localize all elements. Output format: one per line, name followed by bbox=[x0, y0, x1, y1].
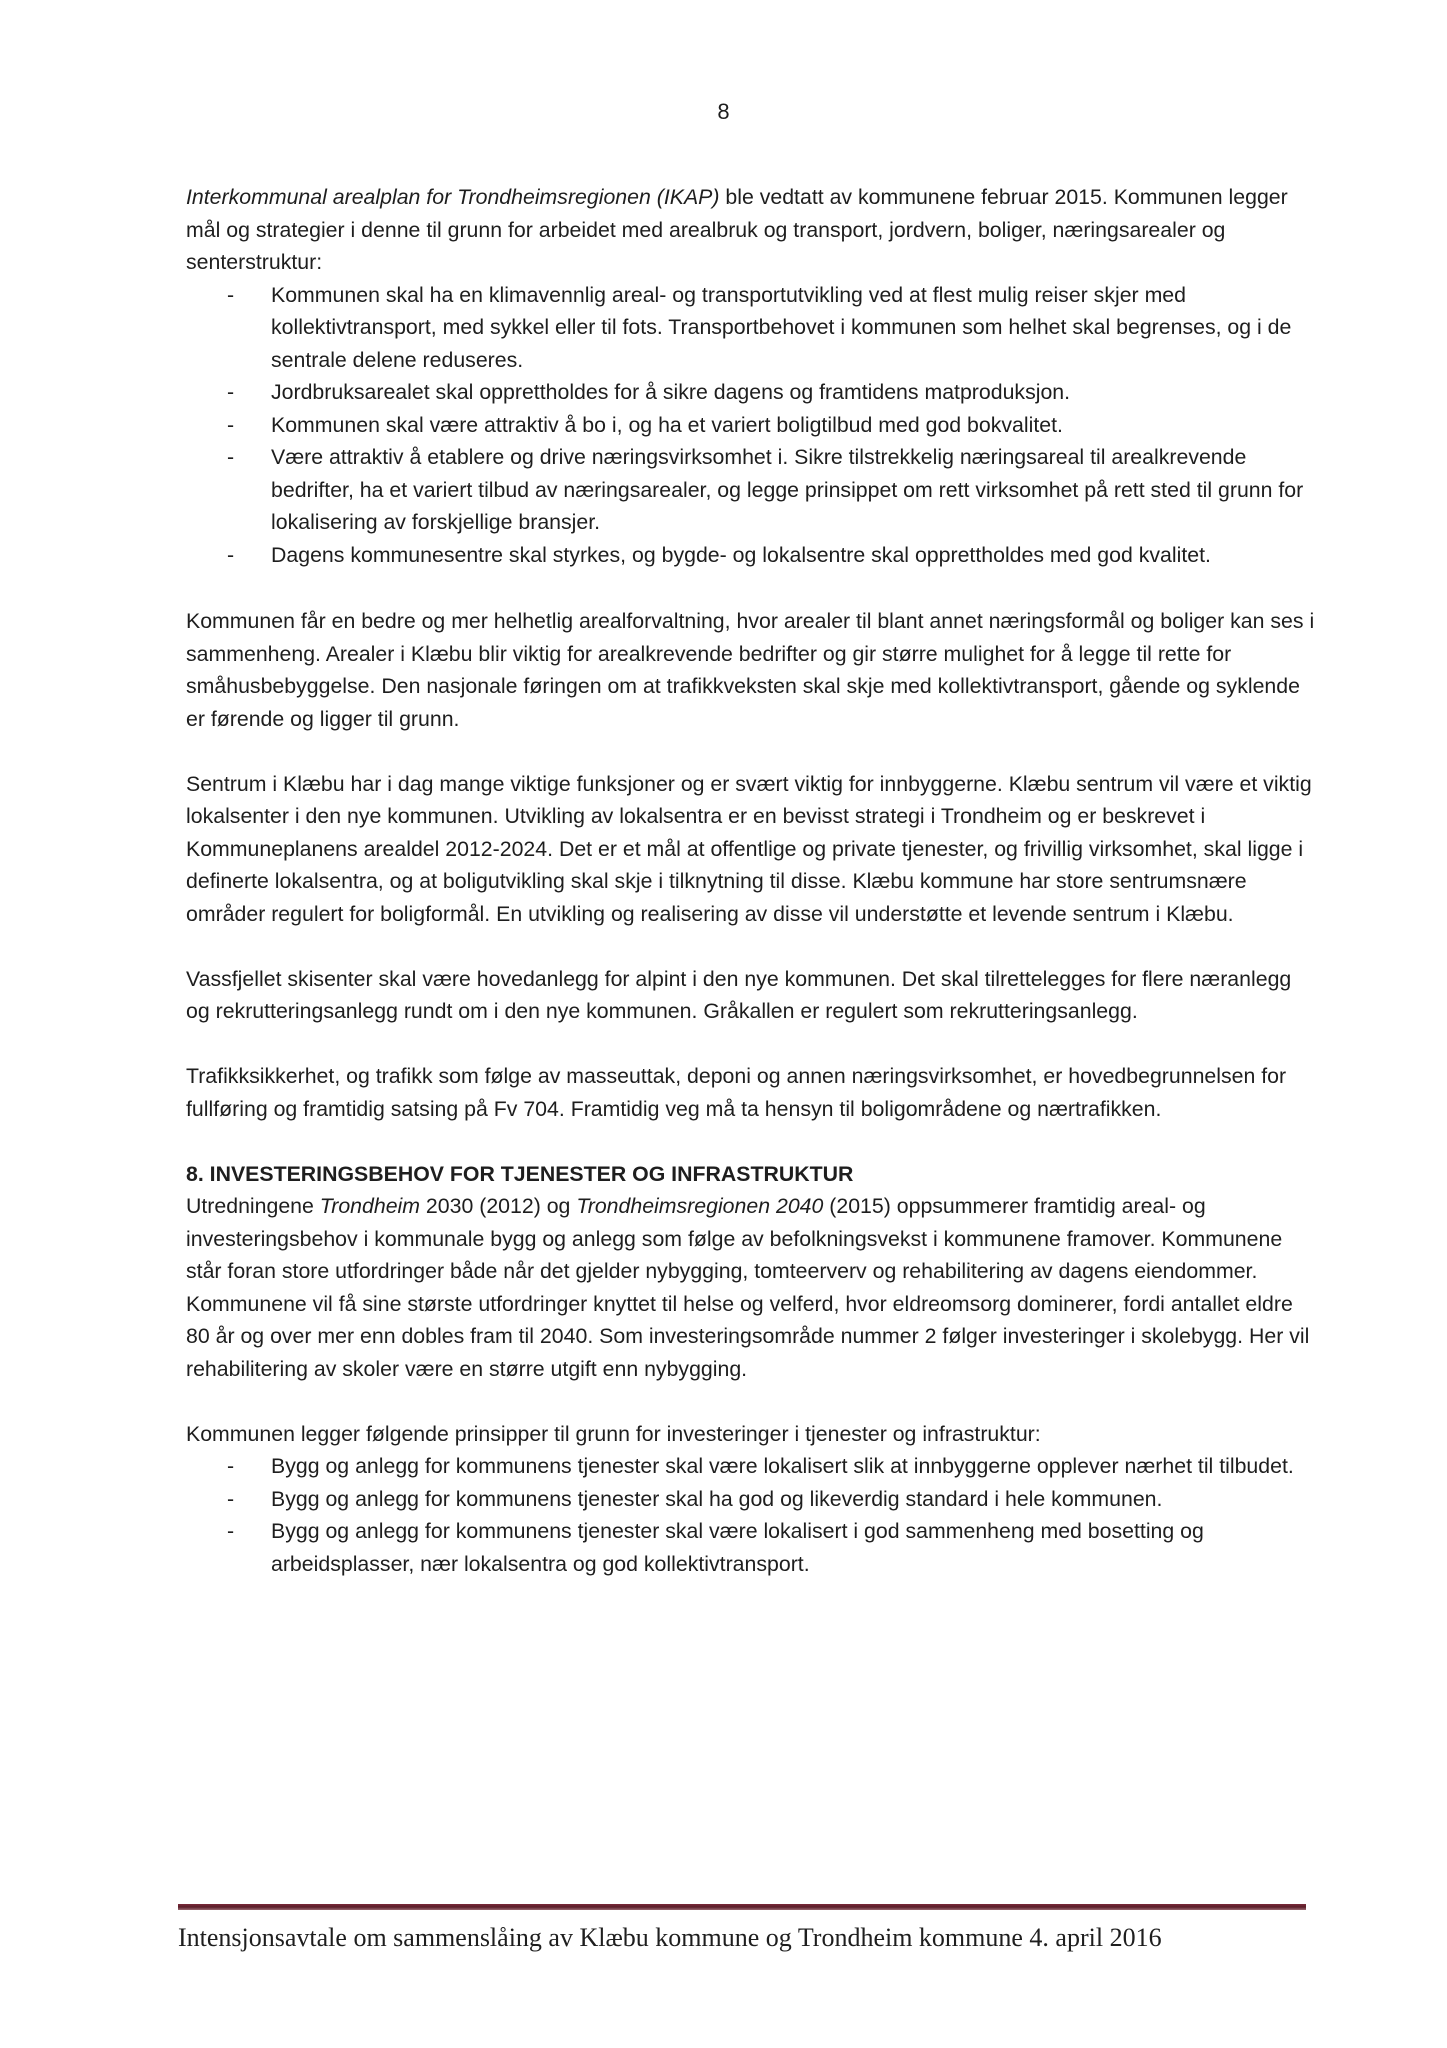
principles-bullet-list bbox=[186, 1450, 1316, 1580]
section-heading: 8. INVESTERINGSBEHOV FOR TJENESTER OG INFRASTRUKTUR bbox=[186, 1161, 854, 1186]
paragraph-sentrum: Sentrum i Klæbu har i dag mange viktige funksjoner og er svært viktig for innbyggerne. Klæbu sentrum vil være et viktig lokalsenter i den nye kommunen. Utvikling av lokalsentra er en bevisst strategi i Trondheim og er beskrevet i Kommuneplanens arealdel 2012-2024. Det er et mål at offentlige og private tjenester, og frivillig virksomhet, skal ligge i definerte lokalsentra, og at boligutvikling skal skje i tilknytning til disse. Klæbu kommune har store sentrumsnære områder regulert for boligformål. En utvikling og realisering av disse vil understøtte et levende sentrum i Klæbu. bbox=[186, 771, 1312, 926]
footer-divider bbox=[178, 1904, 1306, 1910]
list-item: - Være attraktiv å etablere og drive næringsvirksomhet i. Sikre tilstrekkelig næringsareal til arealkrevende bedrifter, ha et variert tilbud av næringsarealer, og legge prinsippet om rett virksomhet på rett sted til grunn for lokalisering av forskjellige bransjer. bbox=[186, 441, 1316, 539]
list-item: - Dagens kommunesentre skal styrkes, og bygde- og lokalsentre skal opprettholdes med god kvalitet. bbox=[186, 539, 1316, 572]
list-item: - Bygg og anlegg for kommunens tjenester skal være lokalisert i god sammenheng med bosetting og arbeidsplasser, nær lokalsentra og god kollektivtransport. bbox=[186, 1515, 1316, 1580]
paragraph-skisenter: Vassfjellet skisenter skal være hovedanlegg for alpint i den nye kommunen. Det skal tilrettelegges for flere næranlegg og rekrutteringsanlegg rundt om i den nye kommunen. Gråkallen er regulert som rekrutteringsanlegg. bbox=[186, 966, 1292, 1023]
paragraph-arealforvaltning: Kommunen får en bedre og mer helhetlig arealforvaltning, hvor arealer til blant annet næringsformål og boliger kan ses i sammenheng. Arealer i Klæbu blir viktig for arealkrevende bedrifter og gir større mulighet for å legge til rette for småhusbebyggelse. Den nasjonale føringen om at trafikkveksten skal skje med kollektivtransport, gående og syklende er førende og ligger til grunn. bbox=[186, 609, 1315, 731]
list-item: - Kommunen skal være attraktiv å bo i, og ha et variert boligtilbud med god bokvalitet. bbox=[186, 409, 1316, 442]
list-item: - Kommunen skal ha en klimavennlig areal- og transportutvikling ved at flest mulig reiser skjer med kollektivtransport, med sykkel eller til fots. Transportbehovet i kommunen som helhet skal begrenses, og i de sentrale delene reduseres. bbox=[186, 279, 1316, 377]
intro-bullet-list bbox=[186, 279, 1316, 572]
list-item: - Bygg og anlegg for kommunens tjenester skal ha god og likeverdig standard i hele kommunen. bbox=[186, 1483, 1316, 1516]
intro-paragraph: Interkommunal arealplan for Trondheimsregionen (IKAP) ble vedtatt av kommunene februar 2015. Kommunen legger mål og strategier i denne til grunn for arbeidet med arealbruk og transport, jordvern, boliger, næringsarealer og senterstruktur: bbox=[186, 185, 1288, 274]
paragraph-trafikksikkerhet: Trafikksikkerhet, og trafikk som følge av masseuttak, deponi og annen næringsvirksomhet, er hovedbegrunnelsen for fullføring og framtidig satsing på Fv 704. Framtidig veg må ta hensyn til boligområdene og nærtrafikken. bbox=[186, 1064, 1287, 1121]
document-body bbox=[186, 181, 1316, 1580]
principles-intro: Kommunen legger følgende prinsipper til grunn for investeringer i tjenester og infrastruktur: bbox=[186, 1421, 1041, 1446]
section8-paragraph: Utredningene Trondheim 2030 (2012) og Trondheimsregionen 2040 (2015) oppsummerer framtidig areal- og investeringsbehov i kommunale bygg og anlegg som følge av befolkningsvekst i kommunene framover. Kommunene står foran store utfordringer både når det gjelder nybygging, tomteerverv og rehabilitering av dagens eiendommer. Kommunene vil få sine største utfordringer knyttet til helse og velferd, hvor eldreomsorg dominerer, fordi antallet eldre 80 år og over mer enn dobles fram til 2040. Som investeringsområde nummer 2 følger investeringer i skolebygg. Her vil rehabilitering av skoler være en større utgift enn nybygging. bbox=[186, 1194, 1310, 1381]
list-item: - Jordbruksarealet skal opprettholdes for å sikre dagens og framtidens matproduksjon. bbox=[186, 376, 1316, 409]
page-number: 8 bbox=[717, 99, 730, 124]
ikap-title: Interkommunal arealplan for Trondheimsregionen (IKAP) bbox=[186, 185, 720, 209]
footer-text: Intensjonsavtale om sammenslåing av Klæbu kommune og Trondheim kommune 4. april 2016 bbox=[178, 1923, 1162, 1952]
list-item: - Bygg og anlegg for kommunens tjenester skal være lokalisert slik at innbyggerne opplever nærhet til tilbudet. bbox=[186, 1450, 1316, 1483]
